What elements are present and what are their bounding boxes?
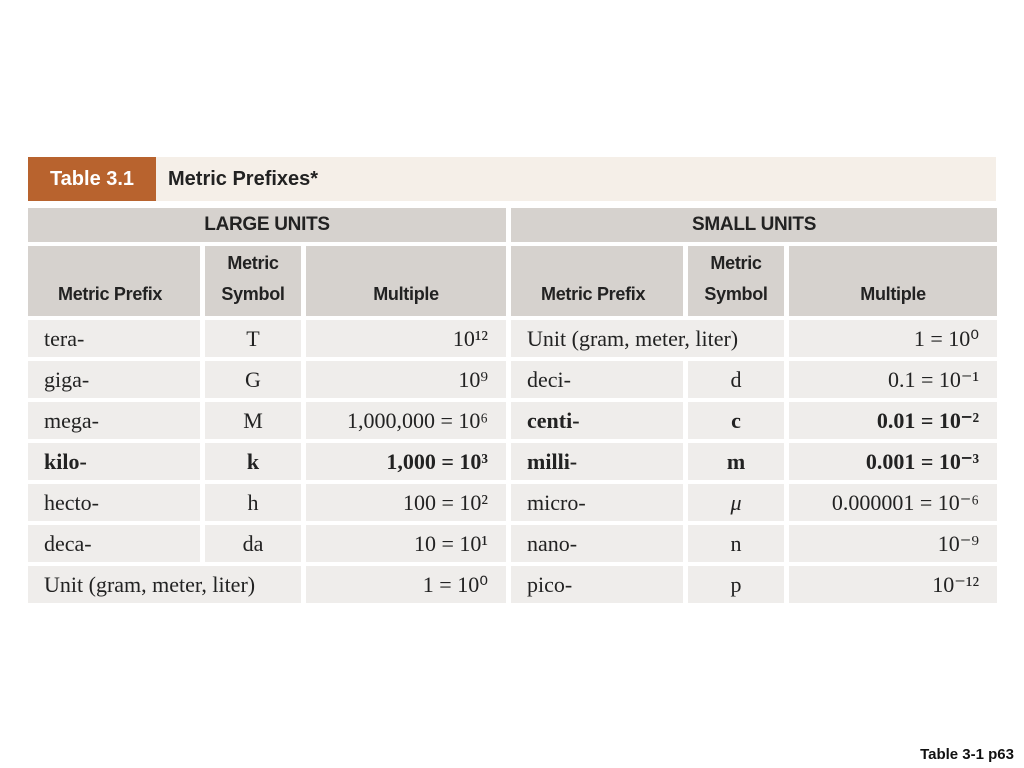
small-multiple-header: Multiple bbox=[789, 246, 997, 316]
prefix-cell: deca- bbox=[28, 525, 200, 562]
table-row bbox=[28, 320, 997, 357]
symbol-cell: m bbox=[688, 443, 784, 480]
prefix-cell: pico- bbox=[511, 566, 683, 603]
symbol-cell: T bbox=[205, 320, 301, 357]
multiple-cell: 10¹² bbox=[306, 320, 506, 357]
small-symbol-header: Metric Symbol bbox=[688, 246, 784, 316]
prefix-cell: kilo- bbox=[28, 443, 200, 480]
prefix-cell: Unit (gram, meter, liter) bbox=[28, 566, 301, 603]
multiple-cell: 1,000,000 = 10⁶ bbox=[306, 402, 506, 439]
table-row bbox=[28, 525, 997, 562]
table-row bbox=[28, 566, 997, 603]
prefix-cell: deci- bbox=[511, 361, 683, 398]
prefix-cell: centi- bbox=[511, 402, 683, 439]
symbol-cell: k bbox=[205, 443, 301, 480]
large-units-heading: LARGE UNITS bbox=[28, 208, 506, 242]
small-units-heading: SMALL UNITS bbox=[511, 208, 997, 242]
multiple-cell: 0.001 = 10⁻³ bbox=[789, 443, 997, 480]
prefix-cell: micro- bbox=[511, 484, 683, 521]
multiple-cell: 0.01 = 10⁻² bbox=[789, 402, 997, 439]
page-reference: Table 3-1 p63 bbox=[920, 746, 1014, 763]
symbol-cell: G bbox=[205, 361, 301, 398]
multiple-cell: 10 = 10¹ bbox=[306, 525, 506, 562]
multiple-cell: 0.1 = 10⁻¹ bbox=[789, 361, 997, 398]
table-row bbox=[28, 484, 997, 521]
prefix-cell: hecto- bbox=[28, 484, 200, 521]
multiple-cell: 10⁹ bbox=[306, 361, 506, 398]
table-row bbox=[28, 361, 997, 398]
table-title: Metric Prefixes* bbox=[168, 168, 319, 190]
prefix-cell: nano- bbox=[511, 525, 683, 562]
table-caption-bar bbox=[28, 157, 996, 201]
multiple-cell: 0.000001 = 10⁻⁶ bbox=[789, 484, 997, 521]
symbol-cell: h bbox=[205, 484, 301, 521]
multiple-cell: 1,000 = 10³ bbox=[306, 443, 506, 480]
table-row bbox=[28, 443, 997, 480]
prefix-cell: milli- bbox=[511, 443, 683, 480]
symbol-cell: μ bbox=[688, 484, 784, 521]
table-number-tag: Table 3.1 bbox=[28, 157, 156, 201]
symbol-cell: M bbox=[205, 402, 301, 439]
prefix-cell: giga- bbox=[28, 361, 200, 398]
multiple-cell: 10⁻¹² bbox=[789, 566, 997, 603]
large-symbol-header: Metric Symbol bbox=[205, 246, 301, 316]
symbol-cell: da bbox=[205, 525, 301, 562]
symbol-cell: p bbox=[688, 566, 784, 603]
symbol-cell: c bbox=[688, 402, 784, 439]
metric-prefixes-table bbox=[23, 204, 1002, 607]
symbol-cell: d bbox=[688, 361, 784, 398]
large-prefix-header: Metric Prefix bbox=[28, 246, 200, 316]
small-prefix-header: Metric Prefix bbox=[511, 246, 683, 316]
prefix-cell: Unit (gram, meter, liter) bbox=[511, 320, 784, 357]
multiple-cell: 10⁻⁹ bbox=[789, 525, 997, 562]
large-multiple-header: Multiple bbox=[306, 246, 506, 316]
symbol-cell: n bbox=[688, 525, 784, 562]
prefix-cell: mega- bbox=[28, 402, 200, 439]
multiple-cell: 1 = 10⁰ bbox=[789, 320, 997, 357]
multiple-cell: 100 = 10² bbox=[306, 484, 506, 521]
multiple-cell: 1 = 10⁰ bbox=[306, 566, 506, 603]
table-row bbox=[28, 402, 997, 439]
prefix-cell: tera- bbox=[28, 320, 200, 357]
